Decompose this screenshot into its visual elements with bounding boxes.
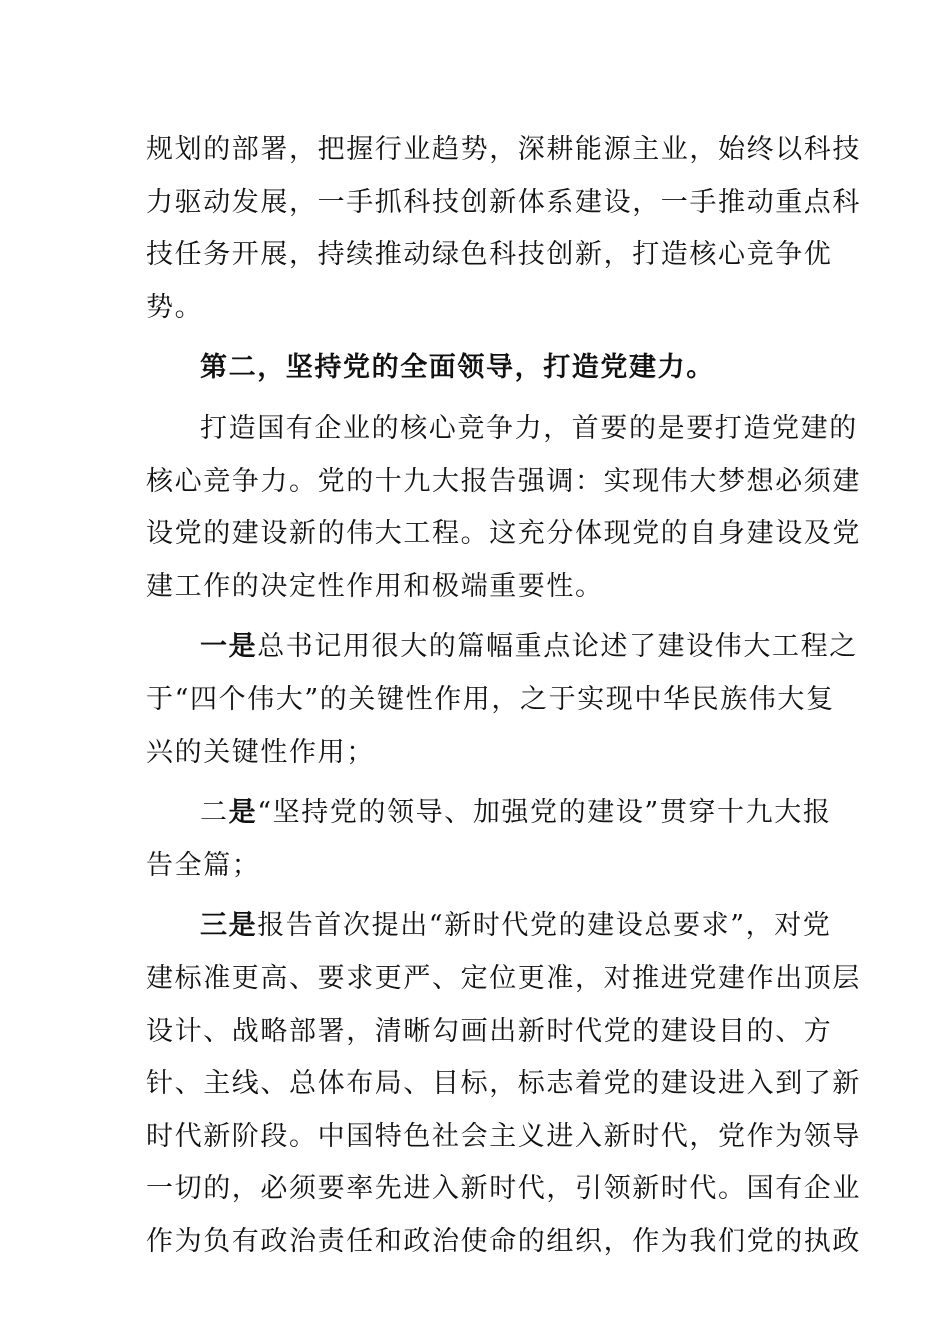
paragraph-2: [146, 403, 861, 613]
text-line: 建标准更高、要求更严、定位更准，对推进党建作出顶层: [146, 962, 861, 994]
text-line: 核心竞争力。党的十九大报告强调：实现伟大梦想必须建: [146, 465, 861, 497]
text-line: 技任务开展，持续推动绿色科技创新，打造核心竞争优: [146, 239, 833, 271]
text-line: 势。: [146, 291, 204, 323]
text-line: 设党的建设新的伟大工程。这充分体现党的自身建设及党: [146, 518, 861, 550]
paragraph-1: [146, 124, 861, 334]
text-line: 作为负有政治责任和政治使命的组织，作为我们党的执政: [146, 1225, 861, 1257]
text-line: [146, 621, 858, 674]
text-line: 于“四个伟大”的关键性作用，之于实现中华民族伟大复: [146, 683, 835, 715]
point-lead-plain: 二: [200, 797, 229, 829]
point-1: [146, 621, 858, 779]
text-line: 针、主线、总体布局、目标，标志着党的建设进入到了新: [146, 1068, 861, 1100]
point-2: [146, 787, 832, 892]
point-lead-bold: 是: [228, 797, 258, 829]
text-line: 规划的部署，把握行业趋势，深耕能源主业，始终以科技: [146, 134, 861, 165]
text-line: 告全篇；: [146, 849, 261, 881]
text-line: 时代新阶段。中国特色社会主义进入新时代，党作为领导: [146, 1120, 861, 1152]
text-line: [146, 900, 832, 953]
text-line: 建工作的决定性作用和极端重要性。: [146, 570, 604, 602]
point-lead: 三是: [200, 910, 258, 942]
text-line: 力驱动发展，一手抓科技创新体系建设，一手推动重点科: [146, 186, 861, 218]
point-text: 总书记用很大的篇幅重点论述了建设伟大工程之: [257, 631, 858, 663]
text-line: 兴的关键性作用；: [146, 736, 375, 768]
point-text: “坚持党的领导、加强党的建设”贯穿十九大报: [257, 797, 832, 829]
text-line: 打造国有企业的核心竞争力，首要的是要打造党建的: [200, 412, 858, 444]
text-line: 一切的，必须要率先进入新时代，引领新时代。国有企业: [146, 1173, 861, 1205]
text-line: 设计、战略部署，清晰勾画出新时代党的建设目的、方: [146, 1015, 833, 1047]
point-lead: 一是: [200, 631, 258, 663]
section-heading: 第二，坚持党的全面领导，打造党建力。: [200, 352, 715, 384]
text-line: [146, 787, 832, 840]
point-text: 报告首次提出“新时代党的建设总要求”，对党: [257, 910, 832, 942]
document-body: [146, 124, 861, 1268]
point-3: [146, 900, 861, 1268]
